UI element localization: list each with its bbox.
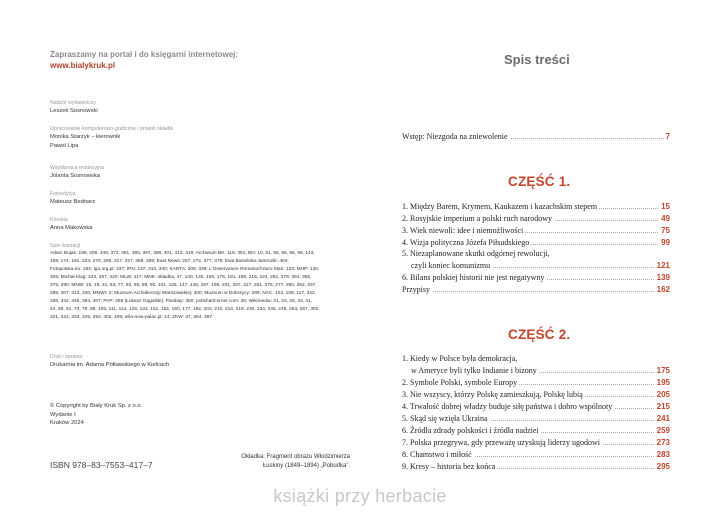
credit-value: Mateusz Bednarz bbox=[50, 199, 96, 205]
part-1-heading: CZĘŚĆ 1. bbox=[508, 174, 571, 189]
toc-entry-title[interactable]: 1. Kiedy w Polsce była demokracja, bbox=[402, 354, 518, 363]
toc-page bbox=[360, 0, 720, 512]
toc-entry[interactable] bbox=[402, 460, 670, 471]
toc-page-number: 15 bbox=[661, 202, 670, 211]
promo-text: Zapraszamy na portal i do księgarni internetowej: bbox=[50, 50, 239, 59]
toc-entry[interactable] bbox=[402, 436, 670, 447]
toc-entry[interactable] bbox=[402, 236, 670, 247]
toc-entry-title: 1. Między Barem, Krymem, Kaukazem i kazachskim stepem bbox=[402, 202, 598, 211]
toc-entry-title: 2. Rosyjskie imperium a polski ruch narodowy bbox=[402, 214, 552, 223]
toc-entry-title: 9. Kresy – historia bez końca bbox=[402, 462, 496, 471]
credit-editorial bbox=[50, 164, 330, 181]
credit-illustrations bbox=[50, 242, 330, 322]
toc-entry-title: Przypisy bbox=[402, 285, 430, 294]
watermark: książki przy herbacie bbox=[273, 486, 447, 506]
copyright-line: © Copyright by Biały Kruk Sp. z o.o. bbox=[50, 403, 143, 409]
toc-page-number: 99 bbox=[661, 238, 670, 247]
toc-entry[interactable] bbox=[402, 448, 670, 459]
toc-entry[interactable] bbox=[402, 412, 670, 423]
place-year-line: Kraków 2024 bbox=[50, 420, 84, 426]
toc-page-number: 283 bbox=[656, 450, 670, 459]
toc-entry-title: 4. Wizja polityczna Józefa Piłsudskiego bbox=[402, 238, 530, 247]
toc-entry-title: 3. Wiek niewoli: idee i niemożliwości bbox=[402, 226, 524, 235]
toc-entry-title: 4. Trwałość dobrej władzy buduje siłę państwa i dobro wspólnoty bbox=[402, 402, 613, 411]
toc-page-number: 241 bbox=[656, 414, 670, 423]
toc-page-number: 215 bbox=[656, 402, 670, 411]
credit-supervision bbox=[50, 99, 330, 116]
credit-value: Anna Makowska bbox=[50, 225, 93, 231]
toc-entry[interactable] bbox=[402, 200, 670, 211]
credit-design bbox=[50, 125, 330, 150]
toc-page-number: 273 bbox=[656, 438, 670, 447]
credit-proofreading bbox=[50, 216, 330, 233]
cover-note bbox=[210, 453, 350, 471]
toc-entry[interactable] bbox=[402, 376, 670, 387]
leader-dots bbox=[402, 291, 670, 292]
isbn: ISBN 978–83–7553–417–7 bbox=[50, 460, 153, 470]
cover-note-line: Łuskiny (1849–1894) „Pobudka”. bbox=[262, 463, 350, 469]
toc-entry[interactable] bbox=[402, 283, 670, 294]
toc-entry[interactable] bbox=[402, 424, 670, 435]
toc-entry-title: 6. Bilans polskiej historii nie jest negatywny bbox=[402, 273, 545, 282]
publisher-url[interactable]: www.bialykruk.pl bbox=[50, 61, 116, 70]
toc-page-number: 75 bbox=[661, 226, 670, 235]
toc-entry-title: Wstęp: Niezgoda na zniewolenie bbox=[402, 132, 508, 141]
credit-label: Druk i oprawa bbox=[50, 354, 83, 360]
toc-entry[interactable] bbox=[402, 224, 670, 235]
toc-page-number: 139 bbox=[656, 273, 670, 282]
toc-title: Spis treści bbox=[504, 52, 570, 67]
toc-entry[interactable] bbox=[402, 388, 670, 399]
credit-value: Drukarnia im. Adama Półtawskiego w Kielcach bbox=[50, 362, 170, 368]
toc-entry-title: 7. Polska przegrywa, gdy przeważę uzyskują liderzy ugodowi bbox=[402, 438, 600, 447]
credit-label: Opracowanie komputerowo-graficzne i projekt okładki bbox=[50, 126, 174, 132]
part-2-heading: CZĘŚĆ 2. bbox=[508, 327, 571, 342]
toc-page-number: 49 bbox=[661, 214, 670, 223]
toc-entry-title-cont: w Ameryce byli tylko Indianie i bizony bbox=[402, 366, 539, 375]
credit-photo-editing bbox=[50, 190, 330, 207]
copyright-block bbox=[50, 402, 142, 428]
credit-label: Spis ilustracji bbox=[50, 243, 81, 249]
toc-entry-title: 5. Skąd się wzięła Ukraina bbox=[402, 414, 488, 423]
toc-entry-title-cont: czyli koniec komunizmu bbox=[402, 261, 492, 270]
credit-value: Leszek Sosnowski bbox=[50, 108, 98, 114]
toc-entry-title[interactable]: 5. Niezaplanowane skutki odgórnej rewolucji, bbox=[402, 249, 550, 258]
toc-page-number: 162 bbox=[656, 285, 670, 294]
credit-value: Paweł Lipa bbox=[50, 142, 79, 149]
illustrations-list: Adam Bujak: 199, 209, 348, 372, 381, 385, 397, 398, 401, 413, 419; Archiwum BK: 119, 361; BN: 10, 51, 55, 66, 96, 99, 143, 159, 174, 191, 223, 270, 285, 317, 327, 359, 369; East News: 257, 272, 377, 378; Ewa Barańska-Jamrozik: 404; Fotopolska.eu: 184; Igo.org.pl: 237; IPN: 137, 310, 340; KARTA: 309, 339; L'Osservatore Romano/Arturo Mari: 123; MHP: 130, 305; Michał Klag: 243, 357, 420; MLW: 417; MNK: okładka, 47, 140, 145, 155, 179, 181, 189, 216, 224, 262, 279, 354, 365, 375, 390; MNW: 16, 19, 31, 63, 77, 82, 85, 89, 90, 101, 125, 147, 148, 187, 196, 201, 207, 227, 261, 275, 277, 280, 292, 297, 298, 307, 313, 330; MNWr: 2; Muzeum Archidiecezji Warszawskiej: 300; Muzeum w Dobrzycy: 289; NAC: 103, 108, 117, 322, 336, 342, 346, 394, 407; PAP: 258 (Łukasz Gągulski); Pixabay: 350; polishartcorner.com: 26; Wikimedia: 21, 23, 29, 33, 41, 44, 58, 61, 73, 79, 95, 105, 111, 114, 129, 132, 151, 152, 160, 177, 192, 203, 210, 213, 218, 230, 234, 245, 249, 253, 267, 302, 321, 324, 333, 345, 393, 402, 408; wila-now-palac.pl: 14; ZKW: 37, 264, 387. bbox=[50, 251, 320, 320]
toc-page-number: 295 bbox=[656, 462, 670, 471]
cover-note-line: Okładka: Fragment obrazu Włodzimierza bbox=[241, 454, 350, 460]
toc-entry[interactable] bbox=[402, 364, 670, 375]
credit-value: Jolanta Sosnowska bbox=[50, 173, 100, 179]
toc-page-number: 205 bbox=[656, 390, 670, 399]
credit-label: Współpraca redakcyjna bbox=[50, 165, 104, 171]
credit-label: Nadzór wydawniczy bbox=[50, 100, 96, 106]
toc-entry-title: 3. Nie wszyscy, którzy Polskę zamieszkują, Polskę lubią bbox=[402, 390, 583, 399]
toc-entry-title: 6. Źródła zdrady polskości i źródła nadziei bbox=[402, 426, 539, 435]
toc-page-number: 175 bbox=[656, 366, 670, 375]
toc-entry-intro[interactable] bbox=[402, 130, 670, 141]
toc-page-number: 259 bbox=[656, 426, 670, 435]
toc-entry-title: 8. Chamstwo i miłość bbox=[402, 450, 472, 459]
toc-page-number: 121 bbox=[656, 261, 670, 270]
toc-page-number: 7 bbox=[665, 132, 670, 141]
toc-entry[interactable] bbox=[402, 400, 670, 411]
toc-entry[interactable] bbox=[402, 212, 670, 223]
credit-printing bbox=[50, 353, 330, 370]
toc-page-number: 195 bbox=[656, 378, 670, 387]
toc-entry[interactable] bbox=[402, 271, 670, 282]
credit-label: Korekta bbox=[50, 217, 68, 223]
credit-value: Monika Starzyk – kierownik bbox=[50, 134, 121, 140]
credit-label: Fotoedycja bbox=[50, 191, 76, 197]
toc-entry[interactable] bbox=[402, 259, 670, 270]
toc-entry-title: 2. Symbole Polski, symbole Europy bbox=[402, 378, 518, 387]
edition-line: Wydanie I bbox=[50, 411, 76, 418]
